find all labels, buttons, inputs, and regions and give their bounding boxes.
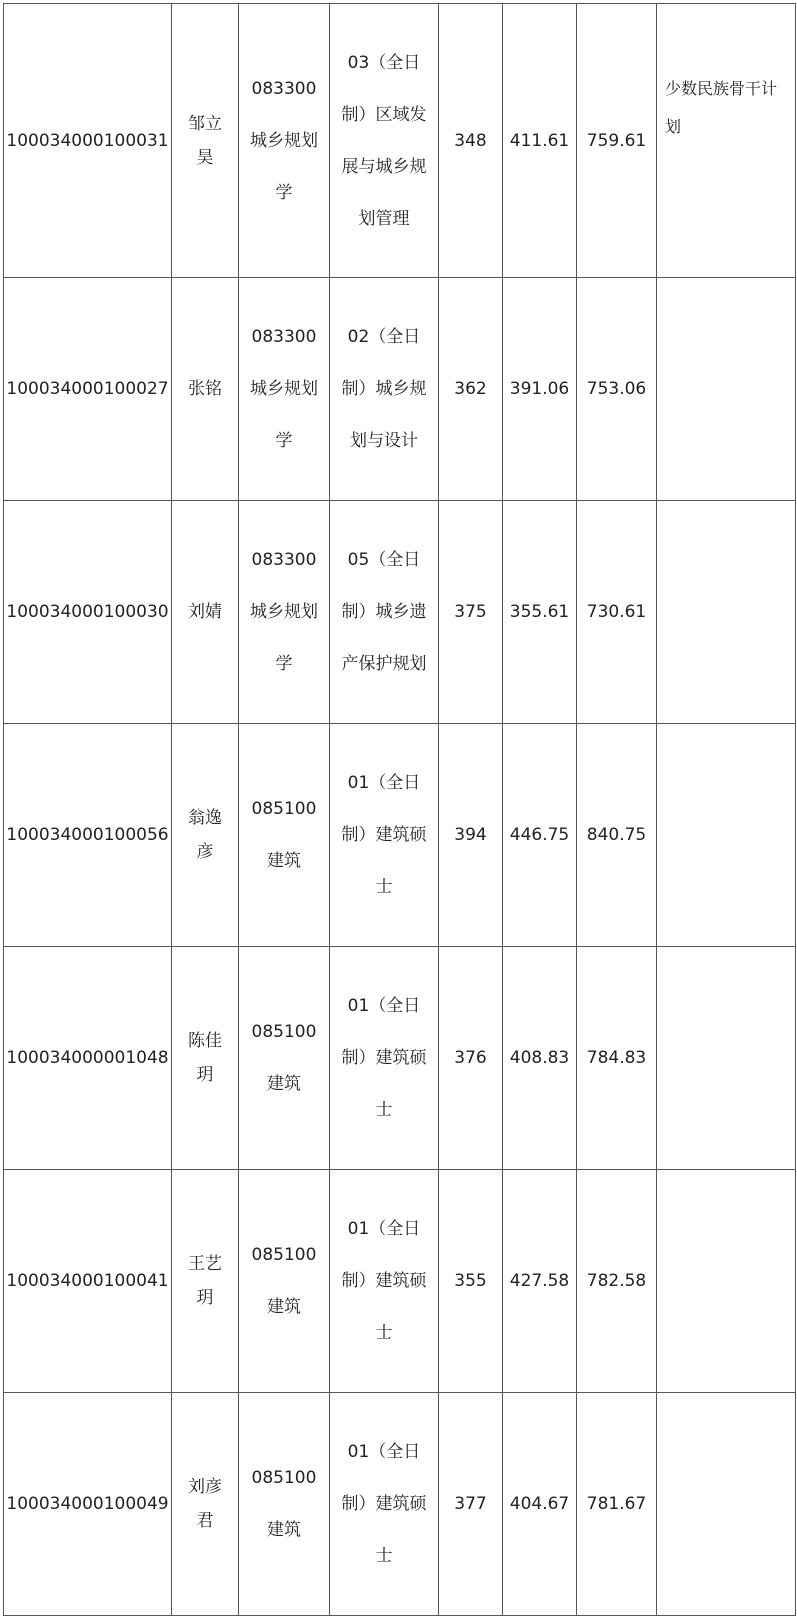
- score-prelim-cell: 377: [439, 1393, 503, 1616]
- score-retest-cell: 404.67: [503, 1393, 577, 1616]
- score-total-cell: 730.61: [577, 501, 657, 724]
- note-cell: 少数民族骨干计划: [657, 4, 796, 278]
- direction-cell: 01（全日制）建筑硕士: [330, 1393, 439, 1616]
- score-total-cell: 781.67: [577, 1393, 657, 1616]
- direction-cell: 05（全日制）城乡遗产保护规划: [330, 501, 439, 724]
- exam-id-cell: 100034000100031: [4, 4, 172, 278]
- note-cell: [657, 501, 796, 724]
- name-cell: 刘婧: [172, 501, 239, 724]
- note-cell: [657, 1170, 796, 1393]
- exam-id-cell: 100034000100030: [4, 501, 172, 724]
- score-prelim-cell: 376: [439, 947, 503, 1170]
- exam-id-cell: 100034000100056: [4, 724, 172, 947]
- major-cell: 085100 建筑: [239, 1393, 330, 1616]
- major-cell: 085100 建筑: [239, 947, 330, 1170]
- name-cell: 刘彦君: [172, 1393, 239, 1616]
- table-row: [4, 4, 796, 278]
- direction-cell: 02（全日制）城乡规划与设计: [330, 278, 439, 501]
- score-prelim-cell: 375: [439, 501, 503, 724]
- table-row: [4, 501, 796, 724]
- name-cell: 陈佳玥: [172, 947, 239, 1170]
- score-total-cell: 784.83: [577, 947, 657, 1170]
- direction-cell: 01（全日制）建筑硕士: [330, 947, 439, 1170]
- score-prelim-cell: 362: [439, 278, 503, 501]
- score-retest-cell: 408.83: [503, 947, 577, 1170]
- name-cell: 王艺玥: [172, 1170, 239, 1393]
- exam-id-cell: 100034000100049: [4, 1393, 172, 1616]
- direction-cell: 01（全日制）建筑硕士: [330, 1170, 439, 1393]
- score-retest-cell: 391.06: [503, 278, 577, 501]
- major-cell: 083300 城乡规划学: [239, 278, 330, 501]
- table-row: [4, 724, 796, 947]
- name-cell: 张铭: [172, 278, 239, 501]
- score-total-cell: 782.58: [577, 1170, 657, 1393]
- score-retest-cell: 355.61: [503, 501, 577, 724]
- score-prelim-cell: 355: [439, 1170, 503, 1393]
- major-cell: 085100 建筑: [239, 724, 330, 947]
- score-total-cell: 753.06: [577, 278, 657, 501]
- admission-table: [3, 3, 796, 1616]
- score-retest-cell: 427.58: [503, 1170, 577, 1393]
- score-retest-cell: 446.75: [503, 724, 577, 947]
- score-prelim-cell: 394: [439, 724, 503, 947]
- exam-id-cell: 100034000100041: [4, 1170, 172, 1393]
- score-total-cell: 759.61: [577, 4, 657, 278]
- score-total-cell: 840.75: [577, 724, 657, 947]
- table-row: [4, 1393, 796, 1616]
- score-prelim-cell: 348: [439, 4, 503, 278]
- name-cell: 翁逸彦: [172, 724, 239, 947]
- note-cell: [657, 947, 796, 1170]
- note-cell: [657, 724, 796, 947]
- table-row: [4, 1170, 796, 1393]
- note-cell: [657, 1393, 796, 1616]
- name-cell: 邹立昊: [172, 4, 239, 278]
- note-cell: [657, 278, 796, 501]
- major-cell: 083300 城乡规划学: [239, 4, 330, 278]
- direction-cell: 01（全日制）建筑硕士: [330, 724, 439, 947]
- major-cell: 085100 建筑: [239, 1170, 330, 1393]
- exam-id-cell: 100034000100027: [4, 278, 172, 501]
- major-cell: 083300 城乡规划学: [239, 501, 330, 724]
- table-row: [4, 947, 796, 1170]
- direction-cell: 03（全日制）区域发展与城乡规划管理: [330, 4, 439, 278]
- score-retest-cell: 411.61: [503, 4, 577, 278]
- table-row: [4, 278, 796, 501]
- exam-id-cell: 100034000001048: [4, 947, 172, 1170]
